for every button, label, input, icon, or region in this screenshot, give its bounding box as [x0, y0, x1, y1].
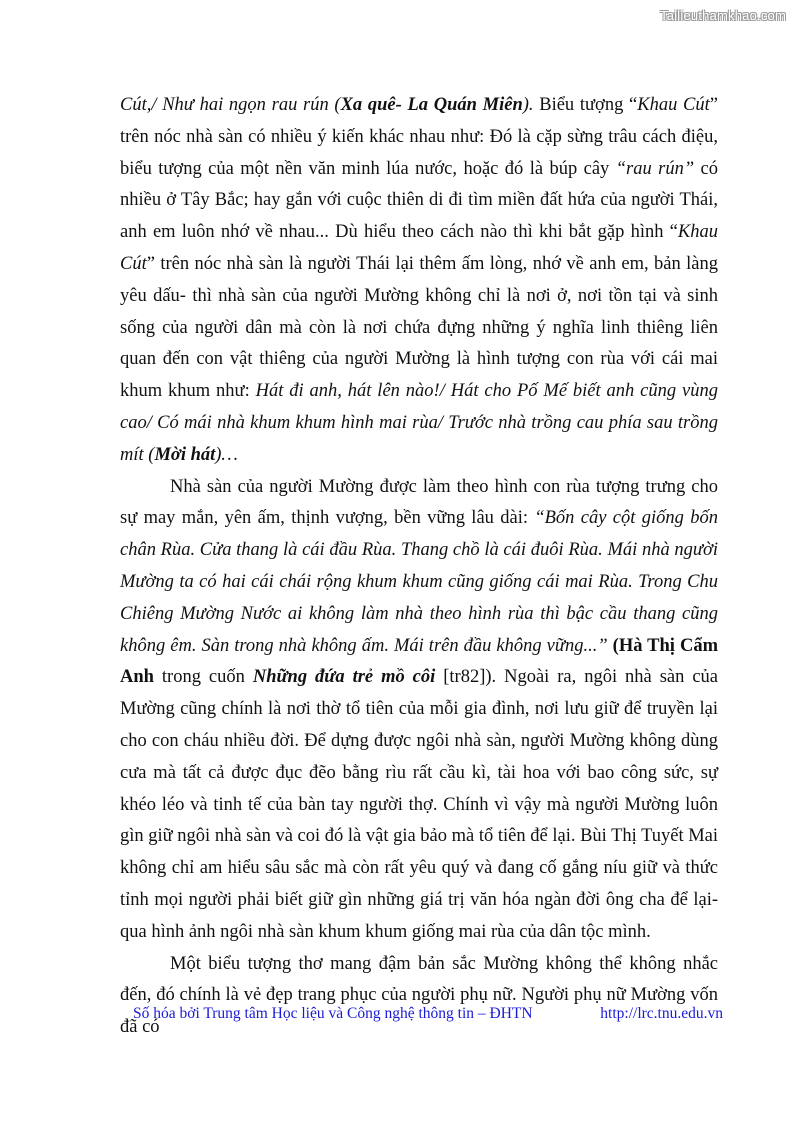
watermark: Tailieuthamkhao.com	[660, 8, 786, 23]
text-run: Một biểu tượng thơ mang đậm bản sắc Mường không thể không nhắc đến, đó chính là vẻ đẹp trang phục của người phụ nữ. Người phụ nữ Mường vốn đã có	[120, 953, 718, 1038]
document-body	[120, 90, 718, 1044]
text-run: có nhiều ở Tây Bắc; hay gắn với cuộc thiên di đi tìm miền đất hứa của người Thái, anh em luôn nhớ về nhau... Dù hiểu theo cách nào thì khi bắt gặp hình “	[120, 158, 719, 243]
text-run: ).	[522, 95, 534, 115]
text-run: Hát đi anh, hát lên nào!/ Hát cho Pố Mế biết anh cũng vùng cao/ Có mái nhà khum khum hình mai rùa/ Trước nhà trồng cau phía sau trồng mít (	[120, 381, 718, 465]
text-run: Nhà sàn của người Mường được làm theo hình con rùa tượng trưng cho sự may mắn, yên ấm, thịnh vượng, bền vững lâu dài:	[120, 476, 718, 529]
text-run: ” trên nóc nhà sàn có nhiều ý kiến khác nhau như: Đó là cặp sừng trâu cách điệu, biểu tượng của một nền văn minh lúa nước, hoặc đó là búp cây	[120, 95, 718, 179]
text-run: “rau rún”	[615, 158, 695, 179]
text-run: )…	[215, 444, 238, 465]
text-run: (Hà Thị Cẩm Anh	[120, 635, 718, 688]
page-footer	[133, 1005, 723, 1023]
text-run: ” trên nóc nhà sàn là người Thái lại thêm ấm lòng, nhớ về anh em, bản làng yêu dấu- thì nhà sàn của người Mường không chỉ là nơi ở, nơi tồn tại và sinh sống của người dân mà còn là nơi chứa đựng những ý nghĩa linh thiêng liên quan đến con vật thiêng của người Mường là hình tượng con rùa với cái mai khum khum như:	[120, 253, 718, 402]
text-run: Xa quê- La Quán Miên	[340, 95, 523, 115]
text-run: [tr82]). Ngoài ra, ngôi nhà sàn của Mường cũng chính là nơi thờ tổ tiên của mỗi gia đình, nơi lưu giữ để truyền lại cho con cháu nhiều đời. Để dựng được ngôi nhà sàn, người Mường không dùng cưa mà tất cả được đục đẽo bằng rìu rất cầu kì, tài hoa với bao công sức, sự khéo léo và tinh tế của bàn tay người thợ. Chính vì vậy mà người Mường luôn gìn giữ ngôi nhà sàn và coi đó là vật gia bảo mà tổ tiên để lại. Bùi Thị Tuyết Mai không chỉ am hiểu sâu sắc mà còn rất yêu quý và đang cố gắng níu giữ và thức tỉnh mọi người phải biết giữ gìn những giá trị văn hóa ngàn đời ông cha để lại- qua hình ảnh ngôi nhà sàn khum khum giống mai rùa của dân tộc mình.	[120, 667, 719, 942]
text-run: Những đứa trẻ mồ côi	[252, 667, 436, 688]
text-run: Khau Cút	[637, 95, 710, 115]
footer-link[interactable]: http://lrc.tnu.edu.vn	[600, 1005, 723, 1022]
text-run: Khau Cút	[120, 222, 718, 274]
text-run: “Bốn cây cột giống bốn chân Rùa. Cửa thang là cái đầu Rùa. Thang chồ là cái đuôi Rùa. Mái nhà người Mường ta có hai cái chái rộng khum khum cũng giống cái mai Rùa. Trong Chu Chiêng Mường Nước ai không làm nhà theo hình rùa thì bậc cầu thang cũng không êm. Sàn trong nhà không ấm. Mái trên đầu không vững...”	[120, 508, 718, 656]
footer-credit: Số hóa bởi Trung tâm Học liệu và Công nghệ thông tin – ĐHTN	[133, 1005, 533, 1022]
text-run: Mời hát	[154, 444, 216, 465]
text-run: Cút,/ Như hai ngọn rau rún (	[120, 95, 341, 115]
paragraph	[120, 472, 718, 949]
text-run: Biểu tượng “	[533, 95, 638, 115]
text-run: trong cuốn	[153, 667, 253, 688]
paragraph	[120, 90, 718, 472]
paragraph	[120, 949, 718, 1044]
